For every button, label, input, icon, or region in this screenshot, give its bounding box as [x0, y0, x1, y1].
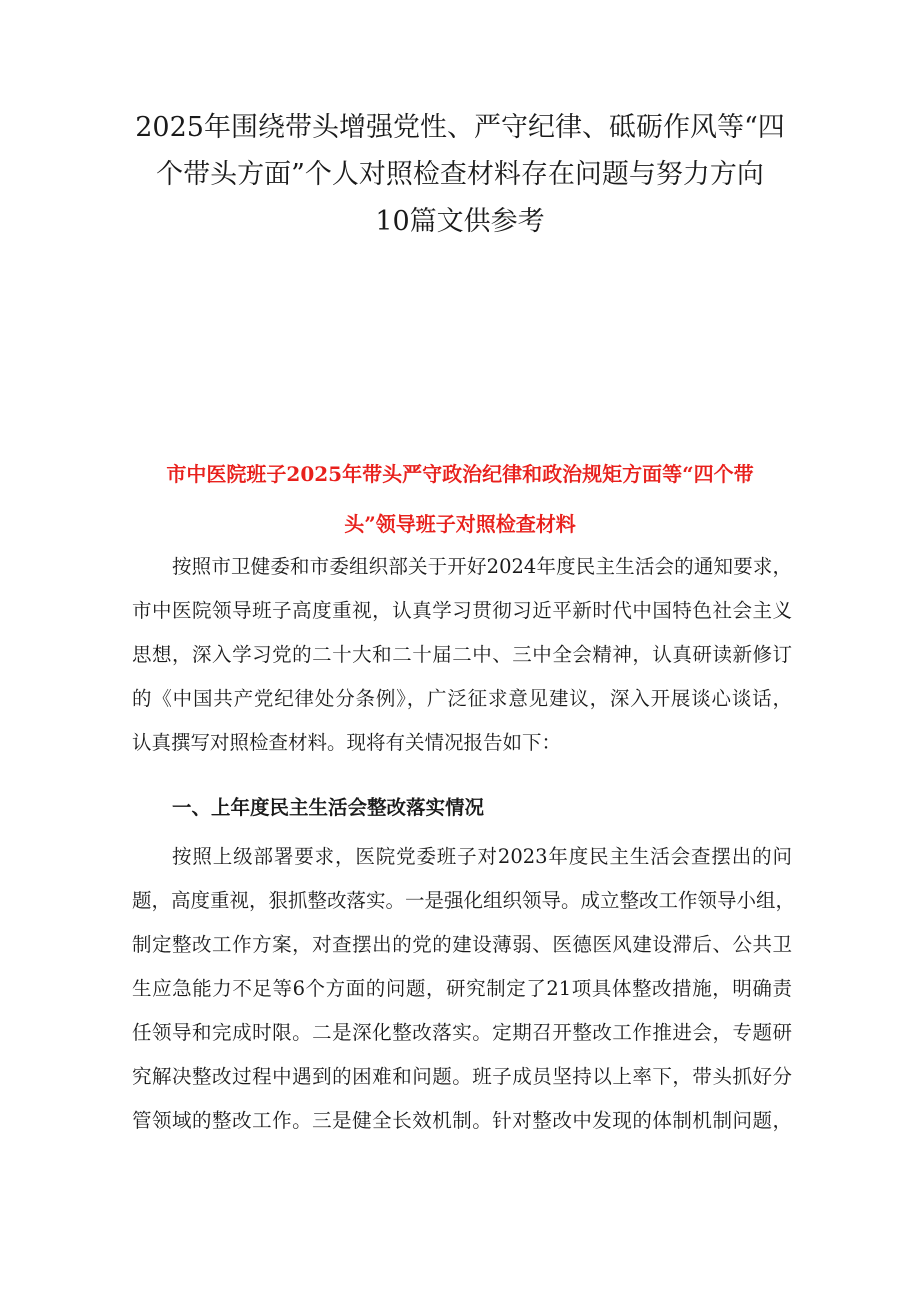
- title-line: 2025年围绕带头增强党性、严守纪律、砥砺作风等“四: [135, 112, 785, 143]
- section-title-line: 市中医院班子2025年带头严守政治纪律和政治规矩方面等“四个带: [166, 462, 754, 486]
- paragraph-line: 管领域的整改工作。三是健全长效机制。针对整改中发现的体制机制问题，: [132, 1109, 792, 1132]
- paragraph-line: 按照市卫健委和市委组织部关于开好2024年度民主生活会的通知要求，: [172, 555, 792, 578]
- document-title: [110, 104, 810, 245]
- paragraph-line: 任领导和完成时限。二是深化整改落实。定期召开整改工作推进会，专题研: [132, 1021, 792, 1044]
- paragraph-line: 生应急能力不足等6个方面的问题，研究制定了21项具体整改措施，明确责: [132, 977, 792, 1000]
- paragraph-line: 按照上级部署要求，医院党委班子对2023年度民主生活会查摆出的问: [172, 845, 792, 868]
- paragraph-line: 认真撰写对照检查材料。现将有关情况报告如下：: [132, 731, 562, 754]
- rectification-paragraph: [132, 835, 796, 1143]
- paragraph-line: 的《中国共产党纪律处分条例》，广泛征求意见建议，深入开展谈心谈话，: [132, 687, 792, 710]
- paragraph-line: 题，高度重视，狠抓整改落实。一是强化组织领导。成立整改工作领导小组，: [132, 889, 796, 912]
- paragraph-line: 制定整改工作方案，对查摆出的党的建设薄弱、医德医风建设滞后、公共卫: [132, 933, 792, 956]
- section-title: [120, 449, 800, 549]
- paragraph-line: 究解决整改过程中遇到的困难和问题。班子成员坚持以上率下，带头抓好分: [132, 1065, 792, 1088]
- intro-paragraph: [132, 545, 792, 765]
- paragraph-line: 市中医院领导班子高度重视，认真学习贯彻习近平新时代中国特色社会主义: [132, 599, 792, 622]
- heading-rectification-status: 一、上年度民主生活会整改落实情况: [172, 796, 485, 819]
- section-title-line: 头”领导班子对照检查材料: [344, 512, 576, 536]
- title-line: 10篇文供参考: [375, 206, 545, 237]
- paragraph-line: 思想，深入学习党的二十大和二十届二中、三中全会精神，认真研读新修订: [132, 643, 792, 666]
- title-line: 个带头方面”个人对照检查材料存在问题与努力方向: [156, 159, 764, 190]
